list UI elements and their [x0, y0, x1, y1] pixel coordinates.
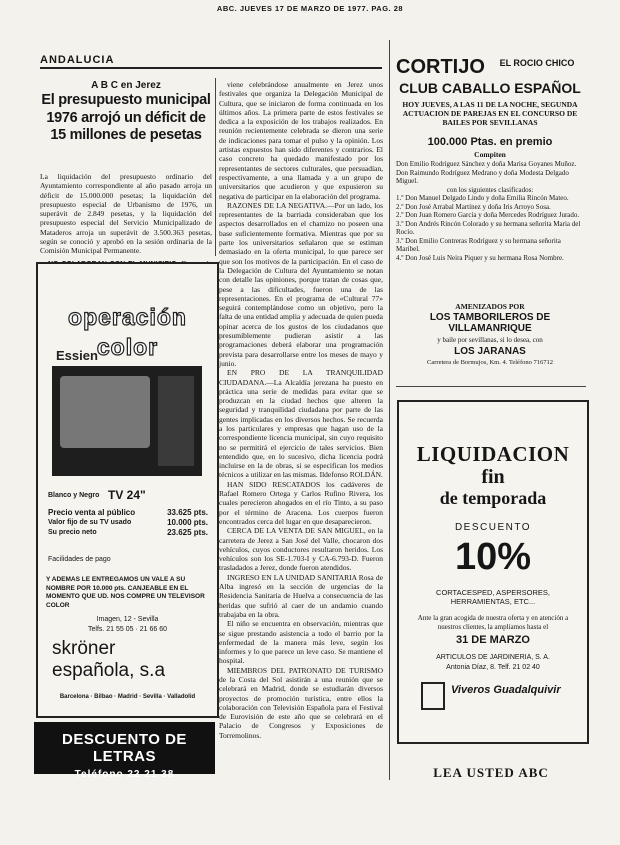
store-name-2: española, s.a — [52, 660, 166, 681]
cortijo-club: CLUB CABALLO ESPAÑOL — [399, 80, 581, 96]
column-divider — [215, 78, 216, 256]
ad-operacion-color — [36, 262, 219, 718]
liq-products: CORTACESPED, ASPERSORES, HERRAMIENTAS, ETC... — [436, 588, 550, 606]
ad-divider — [396, 386, 586, 387]
liq-discount: 10% — [454, 536, 532, 578]
ad-descuento-letras — [34, 722, 215, 780]
liq-address: Antonia Díaz, 8. Telf. 21 02 40 — [446, 664, 540, 671]
cortijo-title: CORTIJO — [396, 56, 485, 78]
price-line: Precio venta al público 33.625 pts. — [48, 508, 208, 517]
liq-date: 31 DE MARZO — [456, 634, 530, 646]
liq-note: Ante la gran acogida de nuestra oferta y en atención a nuestros clientes, la ampliamos hasta el — [417, 614, 569, 631]
liq-brand: Viveros Guadalquivir — [451, 684, 561, 696]
banner-phone: Teléfono 22 21 38 — [74, 769, 175, 780]
ad-financing: Facilidades de pago — [48, 556, 111, 563]
ad-phones: Telfs. 21 55 05 · 21 66 60 — [88, 626, 167, 633]
ad-liquidacion — [397, 400, 589, 744]
liq-title2: fin — [481, 466, 505, 488]
article-paragraph: INGRESO EN LA UNIDAD SANITARIA Rosa de Alba ingresó en la sección de urgencias de la Residencia Sanitaria de Huelva a consecuencia de las heridas que sufrió al caer de un andamio cuando trabajaba en la obra. — [219, 572, 383, 619]
tv-panel — [158, 376, 194, 466]
ad-cortijo — [396, 56, 584, 370]
article-paragraph: HAN SIDO RESCATADOS los cadáveres de Rafael Romero Ortega y Carlos Rufino Rivera, los cuales perecieron ahogados en el río Tinto, a su paso por el término de Aracena. Los cuerpos fueron encontrados cerca del lugar en que desaparecieron. — [219, 479, 383, 526]
section-rule — [40, 67, 382, 69]
tv-screen — [60, 376, 150, 448]
cortijo-announce: HOY JUEVES, A LAS 11 DE LA NOCHE, SEGUNDA ACTUACION DE PAREJAS EN EL CONCURSO DE BAILES POR SEVILLANAS — [402, 100, 578, 127]
cortijo-couples — [396, 160, 584, 262]
article-paragraph: EN PRO DE LA TRANQUILIDAD CIUDADANA.—La Alcaldía jerezana ha puesto en práctica una serie de medidas para evitar que se produzcan en la ciudad hechos que alteren la seguridad y tranquilidad ciudadana por parte de las gentes implicadas en los diversos hechos. Se recuerda a los particulares y empresas que hagan uso de la correspondiente licencia municipal, sin cuyo requisito no se permitirá el ejercicio de tales servicios. Bien entendido que, en lo sucesivo, dicha licencia podrá incluirse en la de obras, si se especifican los medios técnicos a utilizar en las mismas. Ildefonso ROLDÁN. — [219, 368, 383, 480]
footer-ad: LEA USTED ABC — [433, 765, 549, 780]
cortijo-music-intro: AMENIZADOS POR — [455, 302, 525, 311]
cortijo-compete: Compiten — [474, 150, 506, 159]
section-title: ANDALUCIA — [40, 54, 115, 66]
ad-model: TV 24" — [108, 488, 146, 502]
ad-model-label: Blanco y Negro — [48, 492, 100, 499]
article-paragraph: CERCA DE LA VENTA DE SAN MIGUEL, en la carretera de Jerez a San José del Valle, chocaron dos vehículos, cuyos conductores resultaron heridos. Los vehículos son los SE-1.703-I y CA-6.793-D. Fueron trasladados a Jerez, donde fueron atendidos. — [219, 526, 383, 573]
cortijo-group2: LOS JARANAS — [454, 346, 526, 357]
liq-title3: de temporada — [439, 488, 547, 508]
couple: Don Raimundo Rodríguez Medrano y doña Modesta Delgado Miguel. — [396, 168, 569, 185]
place: 2.º Don Juan Romero García y doña Mercedes Rodríguez Jurado. — [396, 211, 580, 219]
cortijo-group1: LOS TAMBORILEROS DE VILLAMANRIQUE — [429, 312, 551, 334]
cortijo-subtitle: EL ROCIO CHICO — [499, 58, 575, 68]
place: 3.º Don Emilio Contreras Rodríguez y su hermana señorita Maribel. — [396, 236, 561, 253]
article-paragraph: El niño se encuentra en observación, mientras que se sigue prestando asistencia a todo el barrio por la enfermedad de la manera más leve, según los informes y lo que parece un leve caso. Se mantiene el hospital. — [219, 619, 383, 666]
banner-title: DESCUENTO DE LETRAS — [62, 731, 187, 765]
place: 2.º Don José Arrabal Martínez y doña Iris Arroyo Sosa. — [396, 202, 551, 211]
article-paragraph: viene celebrándose anualmente en Jerez unos festivales que organiza la Delegación Municipal de Cultura, que se iniciaron de forma continuada en los últimos años. La primera parte de estos festivales se dedica a la exposición de los trabajos realizados. En reunión recientemente celebrada se dieron una serie de indicaciones para tomar el pulso y la opinión. Los artistas expuestos han sido diferentes y contrarios. El caso concreto ha quedado manifestado por los representantes de sectores culturales, que persuadían, respectivamente, a una llamada y a un grupo de universitarios que acudieron y que expusieron su negativa de participar en la elaboración del programa. — [219, 80, 383, 201]
price-line: Su precio neto 23.625 pts. — [48, 528, 208, 537]
article-column-2 — [219, 80, 383, 785]
article-headline: El presupuesto municipal 1976 arrojó un déficit de 15 millones de pesetas — [41, 92, 211, 143]
tv-illustration — [52, 366, 202, 476]
classified-label: con los siguientes clasificados: — [446, 185, 534, 194]
article-paragraph: RAZONES DE LA NEGATIVA.—Por un lado, los representantes de la barriada consideraban que los aspectos desarrollados en el chamizo no poseen una base suficientemente formativa. Mientras que por su parte los universitarios señalaron que se estiman demasiado en la oferta municipal, lo que parece ser que son los motivos de la participación. En el caso de la Delegación de Cultura del Ayuntamiento se notan con detalle las opiniones, porque tratan de cosas que, pese a las dificultades, fueron una de las representaciones. En el programa de «Cultural 77» seguirá contemplándose como un objetivo, pero la falta de una entidad amplia y adecuada de quien pueda opinar acerca de los gustos de los ciudadanos que presumiblemente pudieran asistir a las programaciones deberá elaborar una programación prevista para desarrollarse entre los meses de mayo y junio. — [219, 200, 383, 368]
place: 1.º Don Manuel Delgado Lindo y doña Emilia Rincón Mateo. — [396, 194, 569, 202]
ad-promo: Y ADEMAS LE ENTREGAMOS UN VALE A SU NOMBRE POR 10.000 pts. CANJEABLE EN EL MOMENTO QUE UD. NOS COMPRE UN TELEVISOR COLOR — [46, 576, 205, 609]
place: 4.º Don José Luis Neira Piquer y su hermana Rosa Nombre. — [396, 253, 564, 262]
cortijo-prize: 100.000 Ptas. en premio — [427, 136, 553, 148]
liq-company: ARTICULOS DE JARDINERIA, S. A. — [436, 654, 550, 661]
place: 3.º Don Andrés Rincón Colorado y su hermana señorita Maria del Rocío. — [396, 219, 581, 236]
liq-discount-label: DESCUENTO — [454, 522, 532, 533]
lead-text: La liquidación del presupuesto ordinario del Ayuntamiento correspondiente al año pasado arroja un déficit de 15.000.000 pesetas; la liquidación del presupuesto especial de Urbanismo de 1976, un superávit de 2.849 pesetas, y la liquidación del presupuesto especial del Servicio Municipalizado de Mataderos arroja un superávit de 3.500.363 pesetas, según se conoció y aprobó en la sesión ordinaria de la Comisión Municipal Permanente. — [40, 172, 212, 256]
page-header: ABC. JUEVES 17 DE MARZO DE 1977. PAG. 28 — [216, 4, 404, 13]
ad-brand: Essien — [56, 348, 98, 363]
ad-prices — [48, 508, 208, 538]
ad-title-color: color — [96, 334, 159, 360]
article-paragraph: MIEMBROS DEL PATRONATO DE TURISMO de la Costa del Sol asistirán a una reunión que se celebrará en Madrid, donde se estudiarán diversos proyectos de promoción turística, entre ellos la colaboración con Televisión Española para el Festival de Eurovisión de este año que se celebrará en el Palacio de Congresos y Exposiciones de Torremolinos. — [219, 665, 383, 740]
cortijo-address: Carretera de Bormujos, Km. 4. Teléfono 716712 — [427, 359, 553, 366]
couple: Don Emilio Rodríguez Sánchez y doña Marisa Goyanes Muñoz. — [396, 160, 577, 168]
ad-address: Imagen, 12 - Sevilla — [96, 616, 159, 623]
store-cities: Barcelona · Bilbao · Madrid · Sevilla · Valladolid — [59, 694, 196, 700]
article-byline: A B C en Jerez — [91, 80, 161, 91]
liq-title: LIQUIDACION — [416, 442, 570, 466]
store-name: skröner — [52, 638, 116, 659]
price-line: Valor fijo de su TV usado 10.000 pts. — [48, 518, 208, 527]
cortijo-dance: y baile por sevillanas, si lo desea, con — [437, 336, 543, 344]
viveros-logo-icon — [421, 682, 445, 710]
ad-title-operacion: operación — [68, 304, 187, 330]
column-divider-right — [389, 40, 390, 780]
